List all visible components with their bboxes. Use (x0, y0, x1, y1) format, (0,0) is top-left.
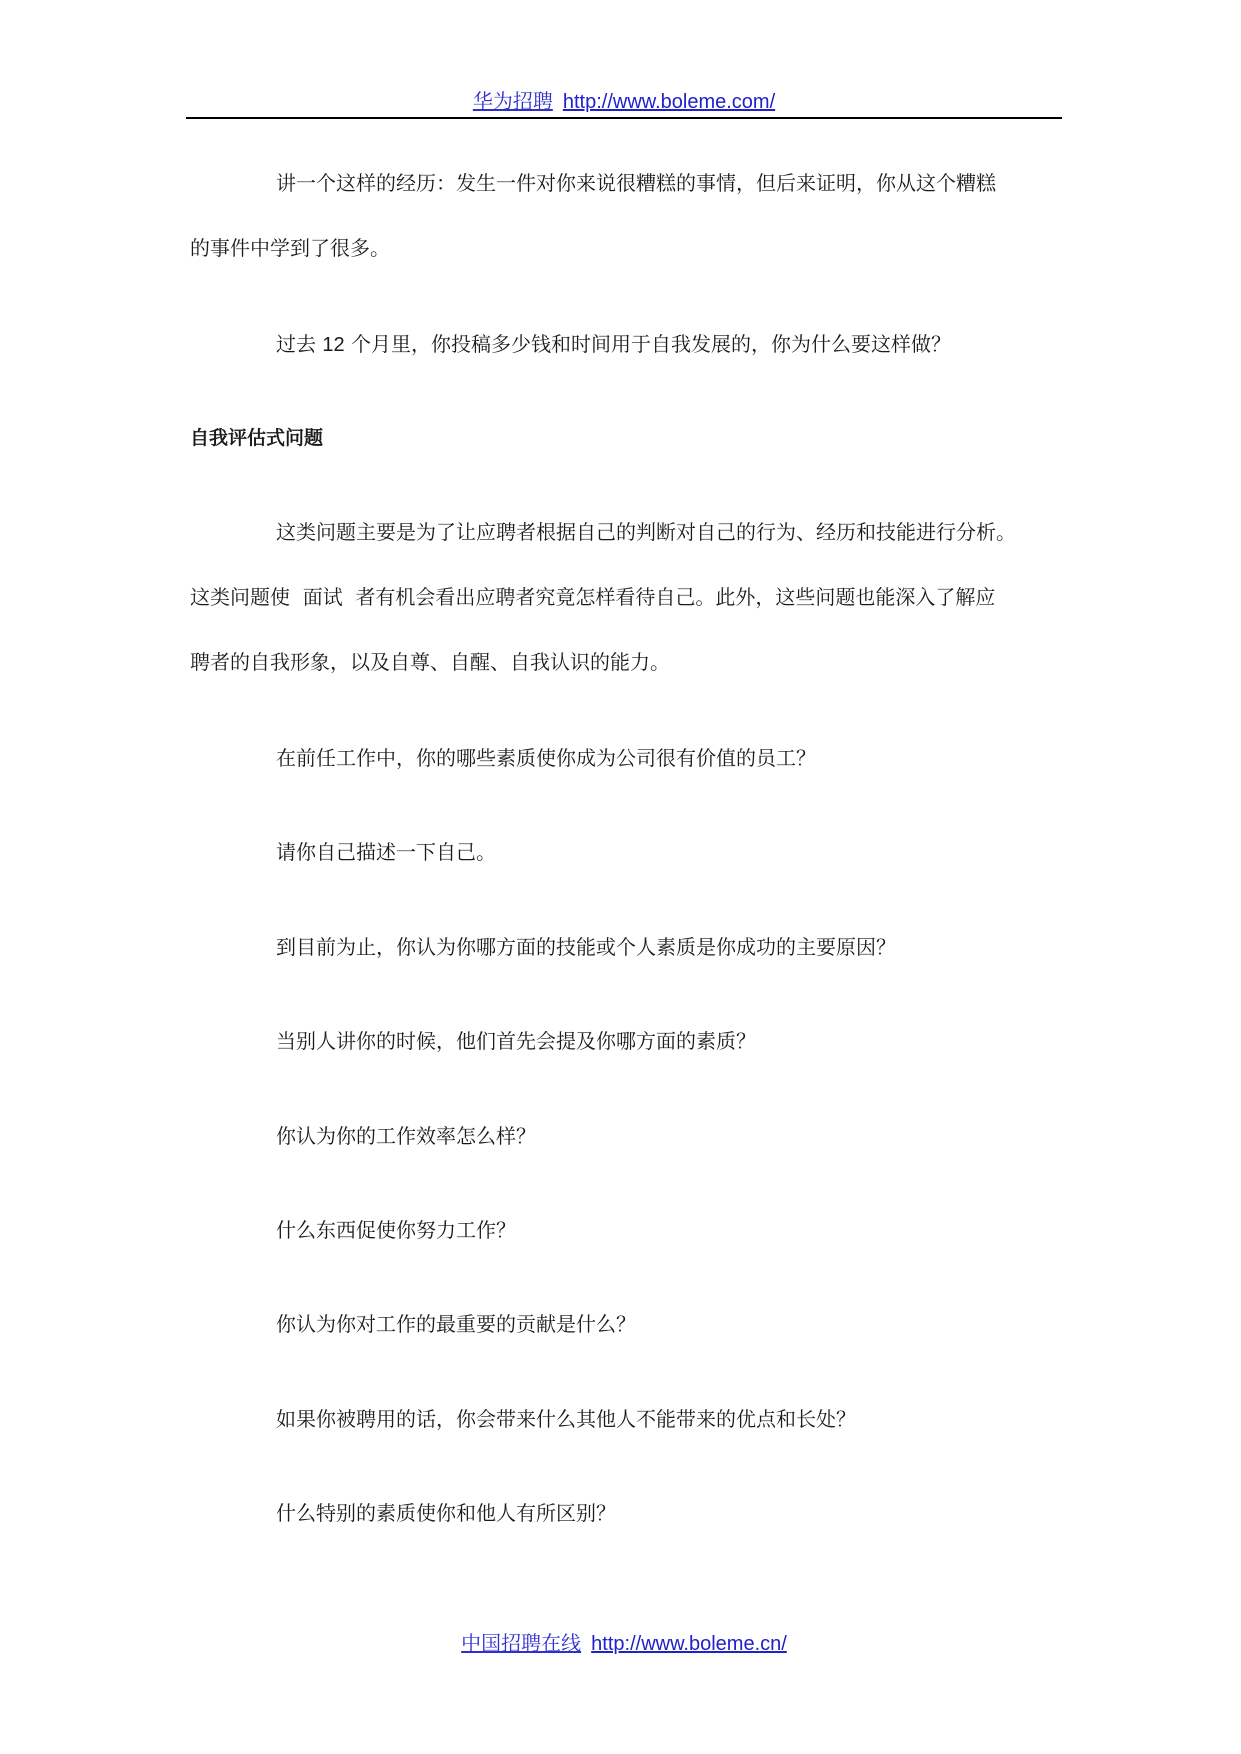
question-item: 如果你被聘用的话，你会带来什么其他人不能带来的优点和长处？ (276, 1407, 856, 1431)
paragraph-3-line-1: 这类问题主要是为了让应聘者根据自己的判断对自己的行为、经历和技能进行分析。 (276, 520, 1016, 544)
section-heading: 自我评估式问题 (190, 427, 324, 449)
paragraph-2-number: 12 (322, 334, 345, 356)
question-item: 你认为你的工作效率怎么样？ (276, 1124, 536, 1148)
paragraph-1-line-1: 讲一个这样的经历：发生一件对你来说很糟糕的事情，但后来证明，你从这个糟糕 (276, 171, 996, 195)
page-header (186, 86, 1062, 117)
question-item: 当别人讲你的时候，他们首先会提及你哪方面的素质？ (276, 1029, 756, 1053)
paragraph-2-post: 个月里，你投稿多少钱和时间用于自我发展的，你为什么要这样做？ (344, 332, 951, 356)
question-item: 请你自己描述一下自己。 (276, 840, 496, 864)
header-site-link[interactable]: 华为招聘 (472, 89, 553, 113)
question-item: 到目前为止，你认为你哪方面的技能或个人素质是你成功的主要原因？ (276, 935, 896, 959)
question-item: 你认为你对工作的最重要的贡献是什么？ (276, 1312, 636, 1336)
paragraph-3-line-2: 这类问题使 面试 者有机会看出应聘者究竟怎样看待自己。此外，这些问题也能深入了解应 (190, 585, 996, 609)
footer-site-link[interactable]: 中国招聘在线 (461, 1631, 582, 1655)
paragraph-3-line-3: 聘者的自我形象，以及自尊、自醒、自我认识的能力。 (190, 650, 670, 674)
question-item: 什么特别的素质使你和他人有所区别？ (276, 1501, 616, 1525)
footer-url-link[interactable]: http://www.boleme.cn/ (591, 1633, 787, 1655)
question-item: 在前任工作中，你的哪些素质使你成为公司很有价值的员工？ (276, 746, 816, 770)
header-divider (186, 117, 1062, 119)
question-item: 什么东西促使你努力工作？ (276, 1218, 516, 1242)
paragraph-2 (276, 329, 951, 360)
paragraph-1-line-2: 的事件中学到了很多。 (190, 236, 390, 260)
header-url-link[interactable]: http://www.boleme.com/ (562, 91, 776, 113)
page-footer (186, 1628, 1062, 1659)
paragraph-2-pre: 过去 (276, 332, 323, 356)
